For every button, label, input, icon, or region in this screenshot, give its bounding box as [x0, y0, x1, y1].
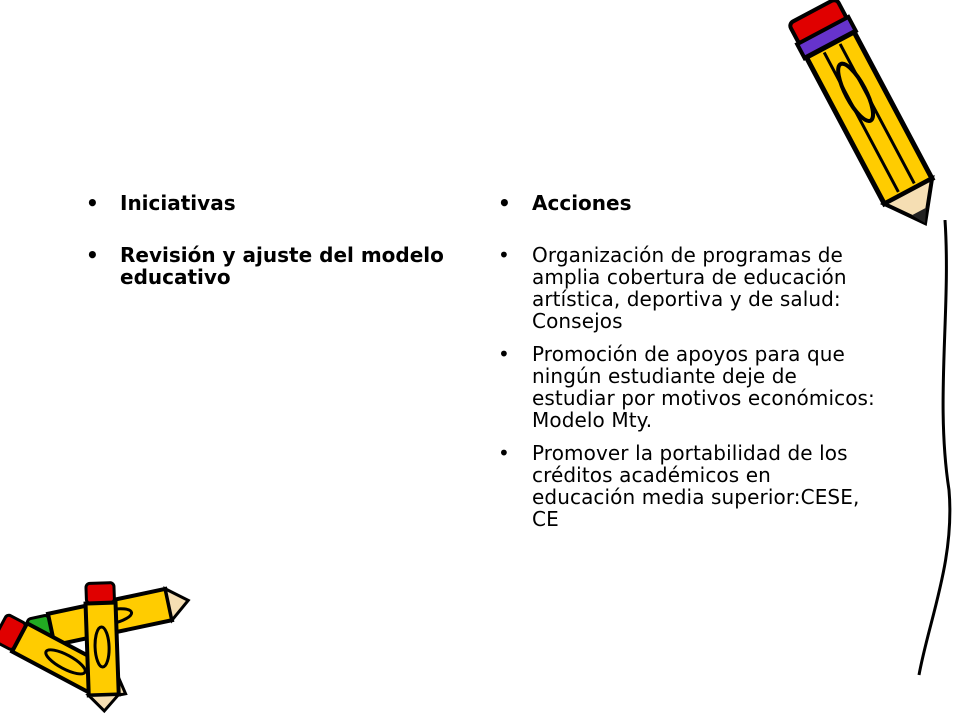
decorative-edge-stroke: [905, 220, 960, 680]
actions-heading: • Acciones: [498, 192, 878, 214]
actions-list: [498, 192, 878, 541]
initiative-item: • Revisión y ajuste del modelo educativo: [86, 244, 466, 288]
pencils-clipart-small: [0, 575, 195, 715]
action-item: • Promover la portabilidad de los créditos académicos en educación media superior:CESE, CE: [498, 442, 878, 530]
pencil-clipart-large: [770, 0, 960, 230]
action-item: • Promoción de apoyos para que ningún estudiante deje de estudiar por motivos económicos: Modelo Mty.: [498, 343, 878, 431]
initiatives-heading: • Iniciativas: [86, 192, 466, 214]
action-item: • Organización de programas de amplia cobertura de educación artística, deportiva y de salud: Consejos: [498, 244, 878, 332]
initiatives-list: [86, 192, 466, 318]
